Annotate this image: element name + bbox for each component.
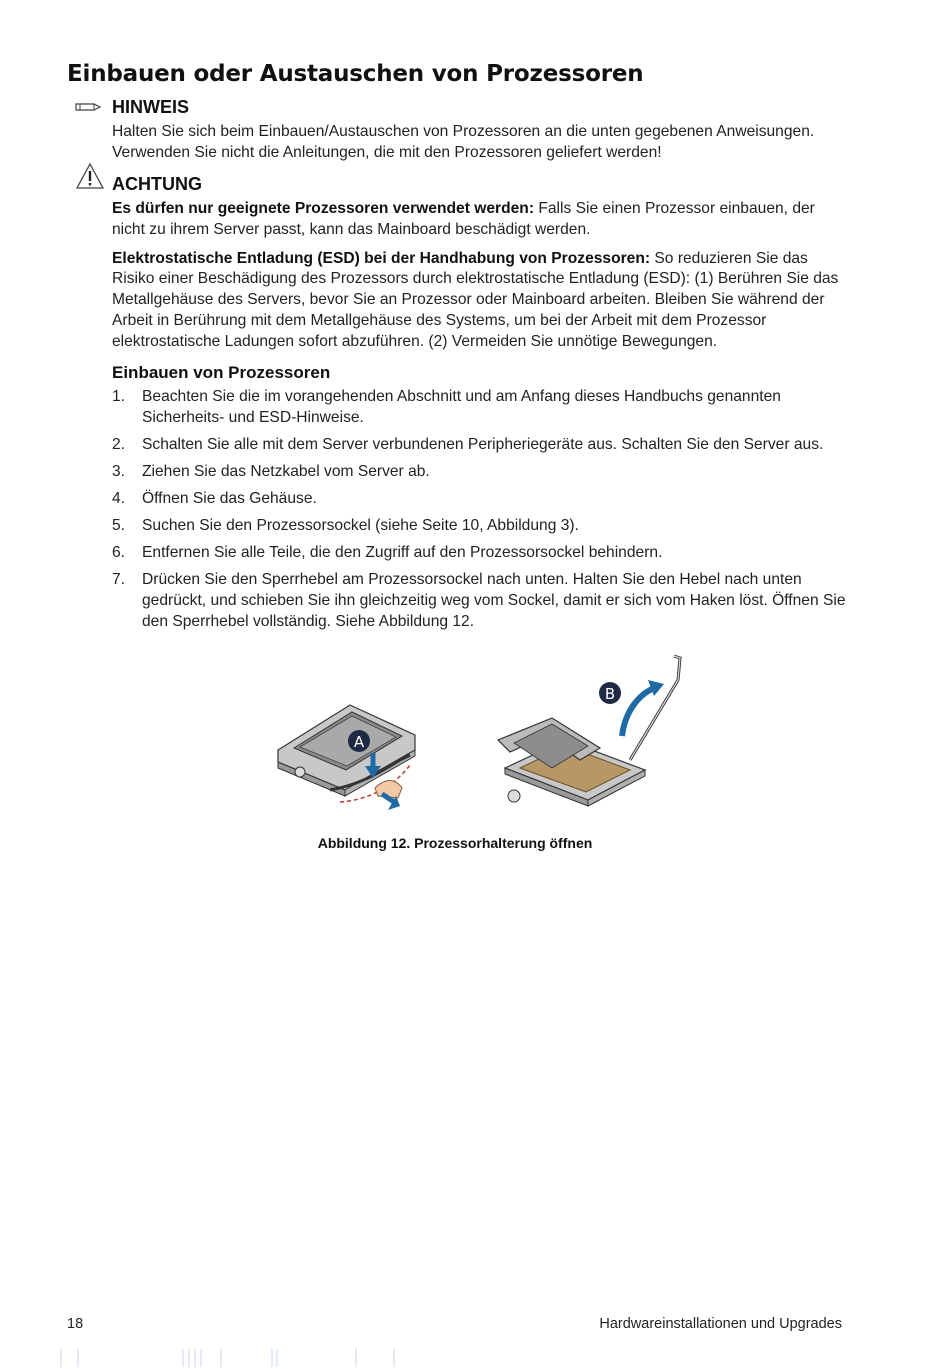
- step-number: 4.: [112, 490, 126, 507]
- list-item: [112, 434, 847, 455]
- step-number: 7.: [112, 571, 126, 588]
- page-number: 18: [67, 1316, 84, 1332]
- achtung-p2-bold: Elektrostatische Entladung (ESD) bei der Handhabung von Prozessoren:: [112, 249, 651, 267]
- step-number: 6.: [112, 544, 126, 561]
- section-heading: Einbauen von Prozessoren: [112, 363, 331, 382]
- warning-icon: [75, 162, 105, 195]
- step-number: 3.: [112, 463, 126, 480]
- list-item: [112, 569, 847, 632]
- step-number: 2.: [112, 436, 126, 453]
- achtung-heading: ACHTUNG: [112, 174, 202, 194]
- step-text: Entfernen Sie alle Teile, die den Zugriff auf den Prozessorsockel behindern.: [142, 544, 663, 561]
- step-number: 1.: [112, 388, 126, 405]
- list-item: [112, 515, 847, 536]
- list-item: [112, 461, 847, 482]
- steps-list: [112, 386, 847, 638]
- socket-open-drawing: [498, 656, 680, 806]
- list-item: [112, 542, 847, 563]
- list-item: [112, 386, 847, 428]
- step-text: Beachten Sie die im vorangehenden Abschnitt und am Anfang dieses Handbuchs genannten Sicherheits- und ESD-Hinweise.: [142, 388, 781, 426]
- socket-closed-drawing: [278, 705, 415, 802]
- hinweis-notice: [112, 97, 847, 172]
- chapter-title: Hardwareinstallationen und Upgrades: [599, 1316, 842, 1332]
- socket-illustration: [270, 650, 700, 810]
- page-title: Einbauen oder Austauschen von Prozessoren: [67, 61, 644, 87]
- achtung-notice: [112, 174, 847, 361]
- footer-decoration: [60, 1347, 410, 1369]
- list-item: [112, 488, 847, 509]
- step-text: Schalten Sie alle mit dem Server verbundenen Peripheriegeräte aus. Schalten Sie den Server aus.: [142, 436, 824, 453]
- achtung-paragraph-2: [112, 249, 847, 353]
- label-a: A: [353, 733, 365, 751]
- hinweis-heading: HINWEIS: [112, 97, 190, 117]
- achtung-p1-text: Falls Sie einen Prozessor einbauen, der nicht zu ihrem Server passt, kann das Mainboard beschädigt werden.: [112, 200, 815, 238]
- step-number: 5.: [112, 517, 126, 534]
- figure-caption: Abbildung 12. Prozessorhalterung öffnen: [317, 835, 593, 851]
- achtung-p1-bold: Es dürfen nur geeignete Prozessoren verwendet werden:: [112, 200, 535, 217]
- label-b: B: [604, 685, 616, 703]
- step-text: Öffnen Sie das Gehäuse.: [142, 490, 317, 507]
- achtung-paragraph-1: [112, 199, 847, 241]
- step-text: Ziehen Sie das Netzkabel vom Server ab.: [142, 463, 430, 480]
- pencil-icon: [74, 100, 102, 119]
- hinweis-text: Halten Sie sich beim Einbauen/Austauschen von Prozessoren an die unten gegebenen Anweisungen. Verwenden Sie nicht die Anleitungen, die mit den Prozessoren geliefert werden!: [112, 123, 815, 161]
- figure-processor-socket: [270, 650, 700, 810]
- achtung-p2-text: So reduzieren Sie das Risiko einer Beschädigung des Prozessors durch elektrostatische Entladung (ESD): (1) Berühren Sie das Metallgehäuse des Servers, bevor Sie an Prozessor oder Mainboard arbeiten. Bleiben Sie während der Arbeit in Berührung mit dem Metallgehäuse des Systems, um bei der Arbeit mit dem Prozessor elektrostatische Ladungen sofort abzuführen. (2) Vermeiden Sie unnötige Bewegungen.: [112, 249, 839, 350]
- step-text: Suchen Sie den Prozessorsockel (siehe Seite 10, Abbildung 3).: [142, 517, 579, 534]
- step-text: Drücken Sie den Sperrhebel am Prozessorsockel nach unten. Halten Sie den Hebel nach unten gedrückt, und schieben Sie ihn gleichzeitig weg vom Sockel, damit er sich vom Haken löst. Öffnen Sie den Sperrhebel vollständig. Siehe Abbildung 12.: [142, 571, 846, 630]
